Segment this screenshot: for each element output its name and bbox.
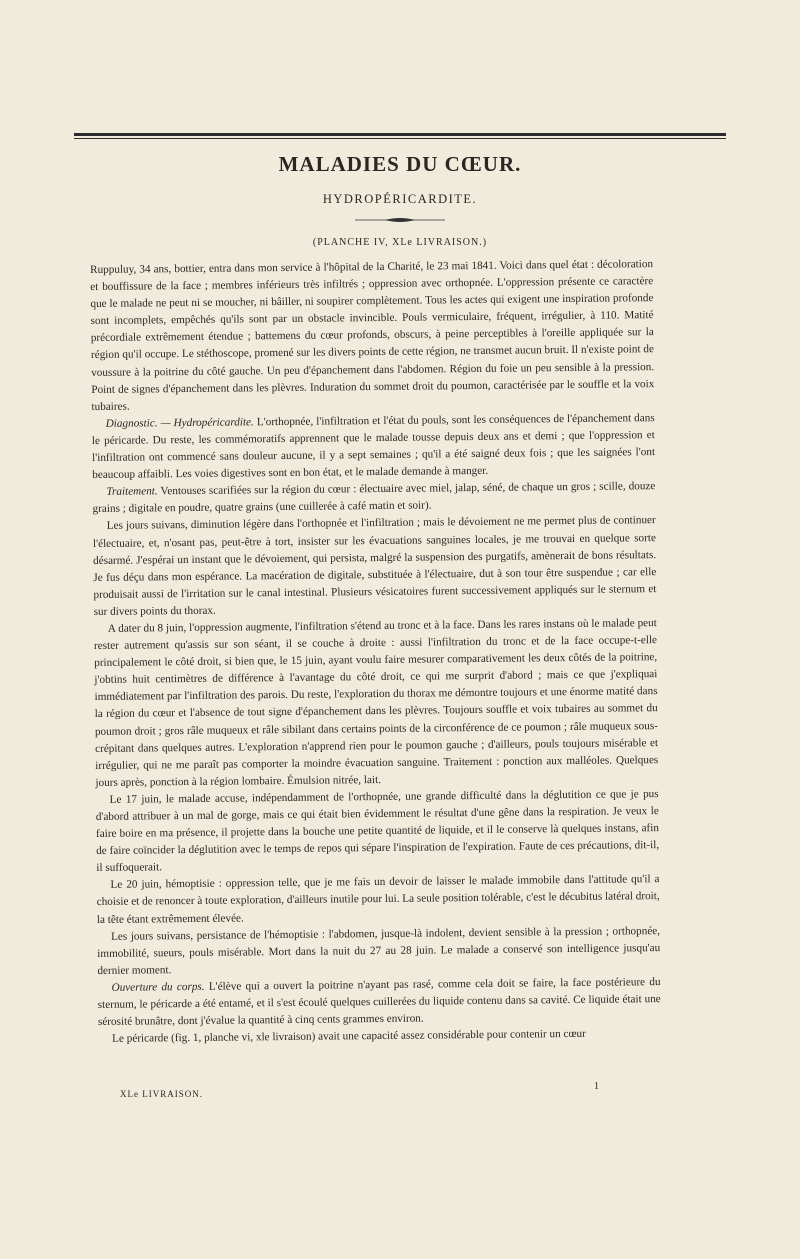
paragraph-label: Ouverture du corps. (111, 980, 205, 994)
paragraph-text: Les jours suivans, diminution légère dans l'orthopnée et l'infiltration ; mais le dévoiement ne me permet plus de continuer l'électuaire, et, n'osant pas, peut-être à tort, insister sur les évacuations sanguines locales, je me trouvai en quelque sorte désarmé. J'espérai un instant que le dévoiement, qui persista, malgré la suspension des purgatifs, amènerait de bons résultats. Je fus déçu dans mon espérance. La macération de digitale, substituée à l'électuaire, dut à son tour être suspendue ; car elle produisait aussi de l'irritation sur le canal intestinal. Plusieurs vésicatoires furent successivement appliqués sur le sternum et sur divers points du thorax. (92, 514, 657, 618)
paragraph-text: L'orthopnée, l'infiltration et l'état du pouls, sont les conséquences de l'épanchement dans le péricarde. Du reste, les commémoratifs apprennent que le malade tousse depuis deux ans et demi ; que l'oppression et l'infiltration ont commencé sans douleur aucune, il y a sept semaines ; qu'il a été saigné deux fois ; que les saignées l'ont beaucoup affaibli. Les voies digestives sont en bon état, et le malade demande à manger. (91, 411, 656, 482)
paragraph (92, 410, 656, 484)
header-rule (74, 133, 726, 139)
paragraph (97, 923, 661, 980)
paragraph-text: L'élève qui a ouvert la poitrine n'ayant pas rasé, comme cela doit se faire, la face postérieure du sternum, le péricarde a été entamé, et il s'est écoulé quelques cuillerées du liquide contenu dans sa cavité. Ce liquide était une sérosité brunâtre, dont j'évalue la quantité à cinq cents grammes environ. (97, 976, 661, 1029)
paragraph-label: Traitement. (106, 485, 158, 499)
body-text (90, 256, 661, 1048)
livraison-label: XLe LIVRAISON. (120, 1089, 203, 1099)
paragraph (98, 974, 662, 1031)
paragraph-text: Le péricarde (fig. 1, planche vi, xle livraison) avait une capacité assez considérable pour contenir un cœur (112, 1028, 586, 1046)
paragraph (96, 871, 660, 928)
paragraph-text: Le 17 juin, le malade accuse, indépendamment de l'orthopnée, une grande difficulté dans la déglutition ce que je pus d'abord attribuer à un mal de gorge, mais ce qui était bien évidemment le résultat d'une gêne dans la respiration. Je veux le faire boire en ma présence, il projette dans la bouche une petite quantité de liquide, et il le conserve là quelques instans, afin de faire coïncider la déglutition avec le temps de repos qui sépare l'inspiration de l'expiration. Faute de ces précautions, dit-il, il suffoquerait. (95, 787, 660, 875)
ornament-divider-icon (355, 217, 445, 223)
page-title: MALADIES DU CŒUR. (278, 152, 522, 176)
paragraph (90, 256, 655, 416)
paragraph-text: Les jours suivans, persistance de l'hémoptisie : l'abdomen, jusque-là indolent, devient sensible à la pression ; orthopnée, immobilité, sueurs, pouls misérable. Mort dans la nuit du 27 au 28 juin. Le malade a conservé son intelligence jusqu'au dernier moment. (97, 924, 661, 977)
paragraph-text: Le 20 juin, hémoptisie : oppression telle, que je me fais un devoir de laisser le malade immobile dans l'attitude qu'il a choisie et de renoncer à toute exploration, d'ailleurs inutile pour lui. La seule position tolérable, c'est le décubitus latéral droit, la tête étant extrêmement élevée. (96, 873, 660, 926)
paragraph-text: A dater du 8 juin, l'oppression augmente, l'infiltration s'étend au tronc et à la face. Dans les rares instans où le malade peut rester autrement qu'assis sur son séant, il se couche à droite : aussi l'infiltration du tronc et de la face occupe-t-elle principalement le côté droit, si bien que, le 15 juin, ayant voulu faire mesurer comparativement les deux côtés de la poitrine, j'obtins huit centimètres de différence à l'avantage du côté droit, ce qui me surprit d'abord ; mais ce que j'expliquai immédiatement par l'infiltration des parois. Du reste, l'exploration du thorax me démontre toujours et une énorme matité dans la région du cœur et l'absence de tout signe d'épanchement dans les plèvres. Toujours souffle et voix tubaires au sommet du poumon droit ; gros râle muqueux et râle sibilant dans certains points de la circonférence de ce poumon ; râle muqueux sous-crépitant dans quelques autres. L'exploration n'apprend rien pour le poumon gauche ; d'ailleurs, pouls toujours misérable et irrégulier, qui ne me paraît pas comporter la moindre évacuation sanguine. Traitement : ponction aux malléoles. Quelques jours après, ponction à la région lombaire. Émulsion nitrée, lait. (93, 617, 659, 789)
paragraph-label: Diagnostic. — Hydropéricardite. (105, 416, 254, 430)
paragraph-text: Ruppuluy, 34 ans, bottier, entra dans mon service à l'hôpital de la Charité, le 23 mai 1841. Voici dans quel état : décoloration et bouffissure de la face ; membres inférieurs très infiltrés ; oppression avec orthopnée. L'oppression présente ce caractère que le malade ne peut ni se moucher, ni bâiller, ni soupirer complètement. Tous les actes qui exigent une inspiration profonde sont incomplets, empêchés qu'ils sont par un obstacle invincible. Pouls vermiculaire, fréquent, irrégulier, à 110. Matité précordiale extrêmement étendue ; battemens du cœur profonds, obscurs, à peine perceptibles à l'oreille appliquée sur la région qu'il occupe. Le stéthoscope, promené sur les divers points de cette région, ne transmet aucun bruit. Il n'existe point de voussure à la poitrine du côté gauche. Un peu d'épanchement dans l'abdomen. Région du foie un peu sensible à la pression. Point de signes d'épanchement dans les plèvres. Induration du sommet droit du poumon, caractérisée par le souffle et la voix tubaires. (90, 258, 655, 413)
signature-mark: 1 (594, 1081, 599, 1092)
paragraph (94, 615, 659, 792)
plate-reference: (PLANCHE IV, XLe LIVRAISON.) (312, 237, 488, 248)
page-subtitle: HYDROPÉRICARDITE. (322, 192, 478, 206)
paragraph-text: Ventouses scarifiées sur la région du cœur : électuaire avec miel, jalap, séné, de chaque un gros ; scille, douze grains ; digitale en poudre, quatre grains (une cuillerée à café matin et soir). (92, 480, 656, 516)
paragraph (96, 786, 660, 877)
paragraph (93, 512, 657, 620)
